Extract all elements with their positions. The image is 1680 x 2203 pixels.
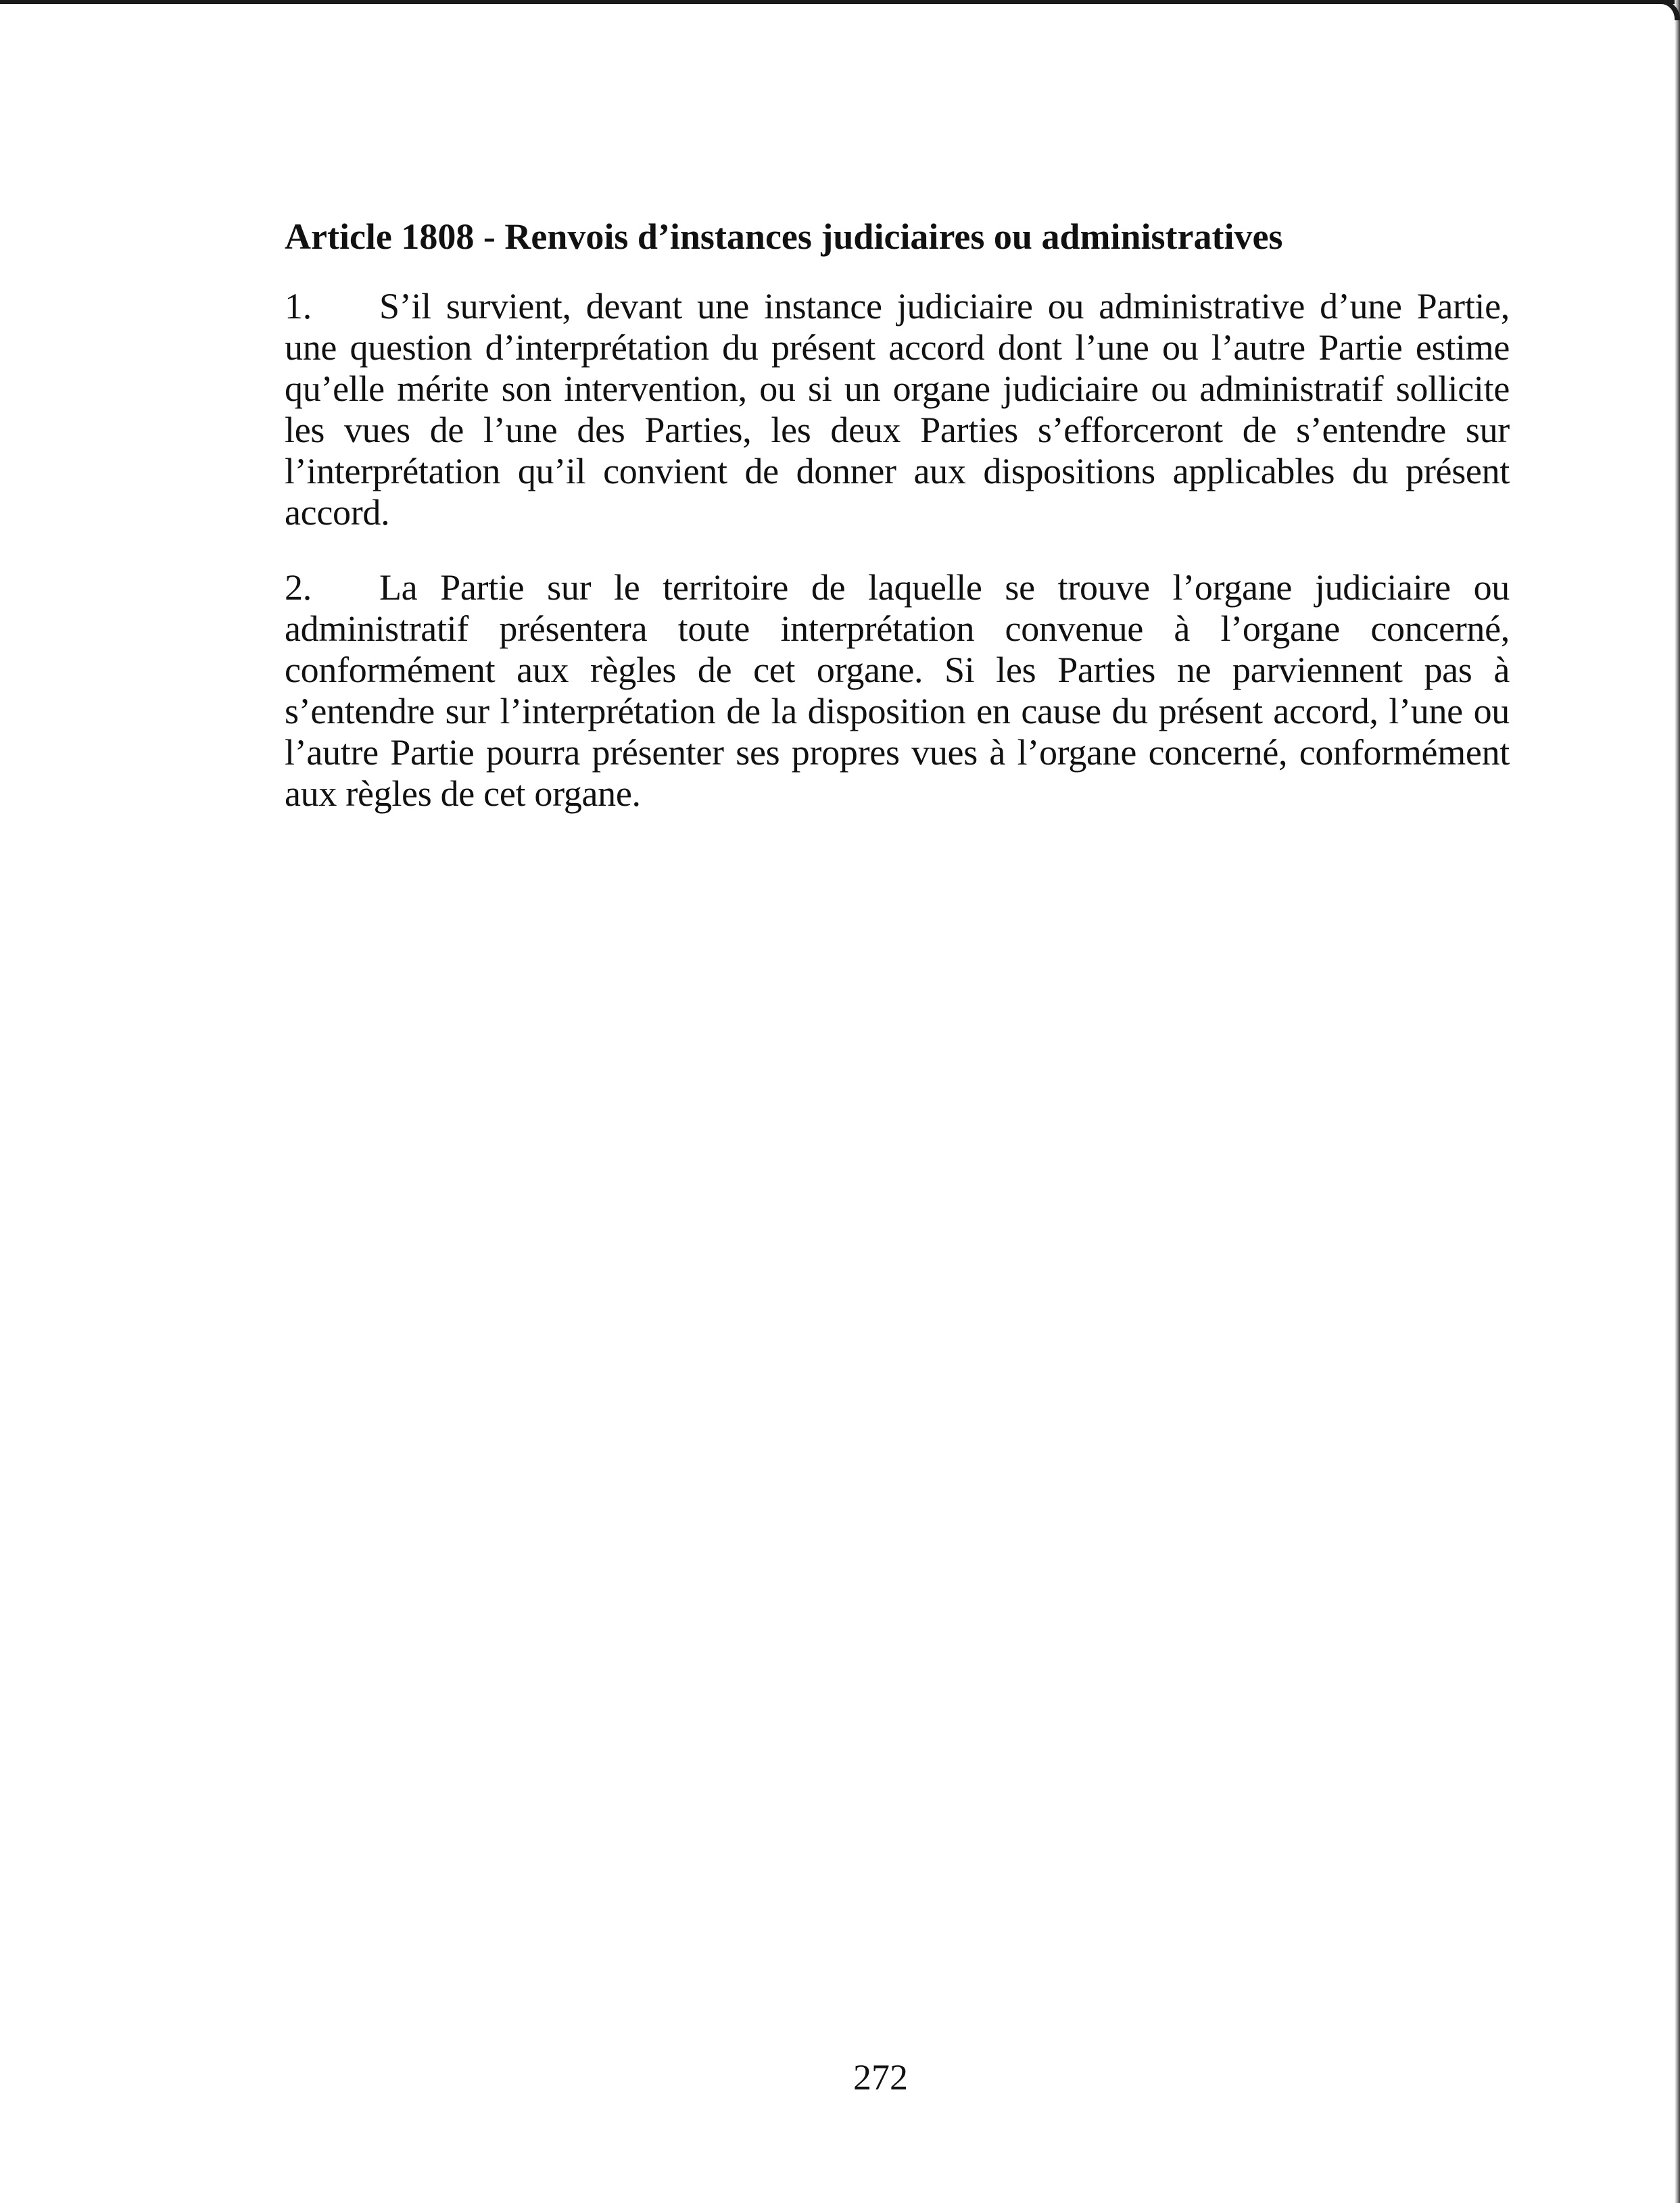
page-number: 272	[853, 2057, 908, 2098]
scan-top-edge	[0, 0, 1680, 4]
scan-right-edge	[1675, 0, 1680, 2203]
paragraph-1-text: S’il survient, devant une instance judiciaire ou administrative d’une Partie, une question d’interprétation du présent accord dont l’une ou l’autre Partie estime qu’elle mérite son intervention, ou si un organe judiciaire ou administratif sollicite les vues de l’une des Parties, les deux Parties s’efforceront de s’entendre sur l’interprétation qu’il convient de donner aux dispositions applicables du présent accord.	[285, 286, 1510, 533]
paragraph-2	[285, 567, 1510, 815]
paragraph-2-text: La Partie sur le territoire de laquelle se trouve l’organe judiciaire ou administratif présentera toute interprétation convenue à l’organe concerné, conformément aux règles de cet organe. Si les Parties ne parviennent pas à s’entendre sur l’interprétation de la disposition en cause du présent accord, l’une ou l’autre Partie pourra présenter ses propres vues à l’organe concerné, conformément aux règles de cet organe.	[285, 567, 1510, 814]
page-content	[285, 213, 1510, 848]
paragraph-1	[285, 286, 1510, 533]
paragraph-1-number: 1.	[285, 286, 312, 326]
article-title: Article 1808 - Renvois d’instances judiciaires ou administratives	[285, 216, 1283, 257]
paragraph-2-number: 2.	[285, 567, 312, 608]
